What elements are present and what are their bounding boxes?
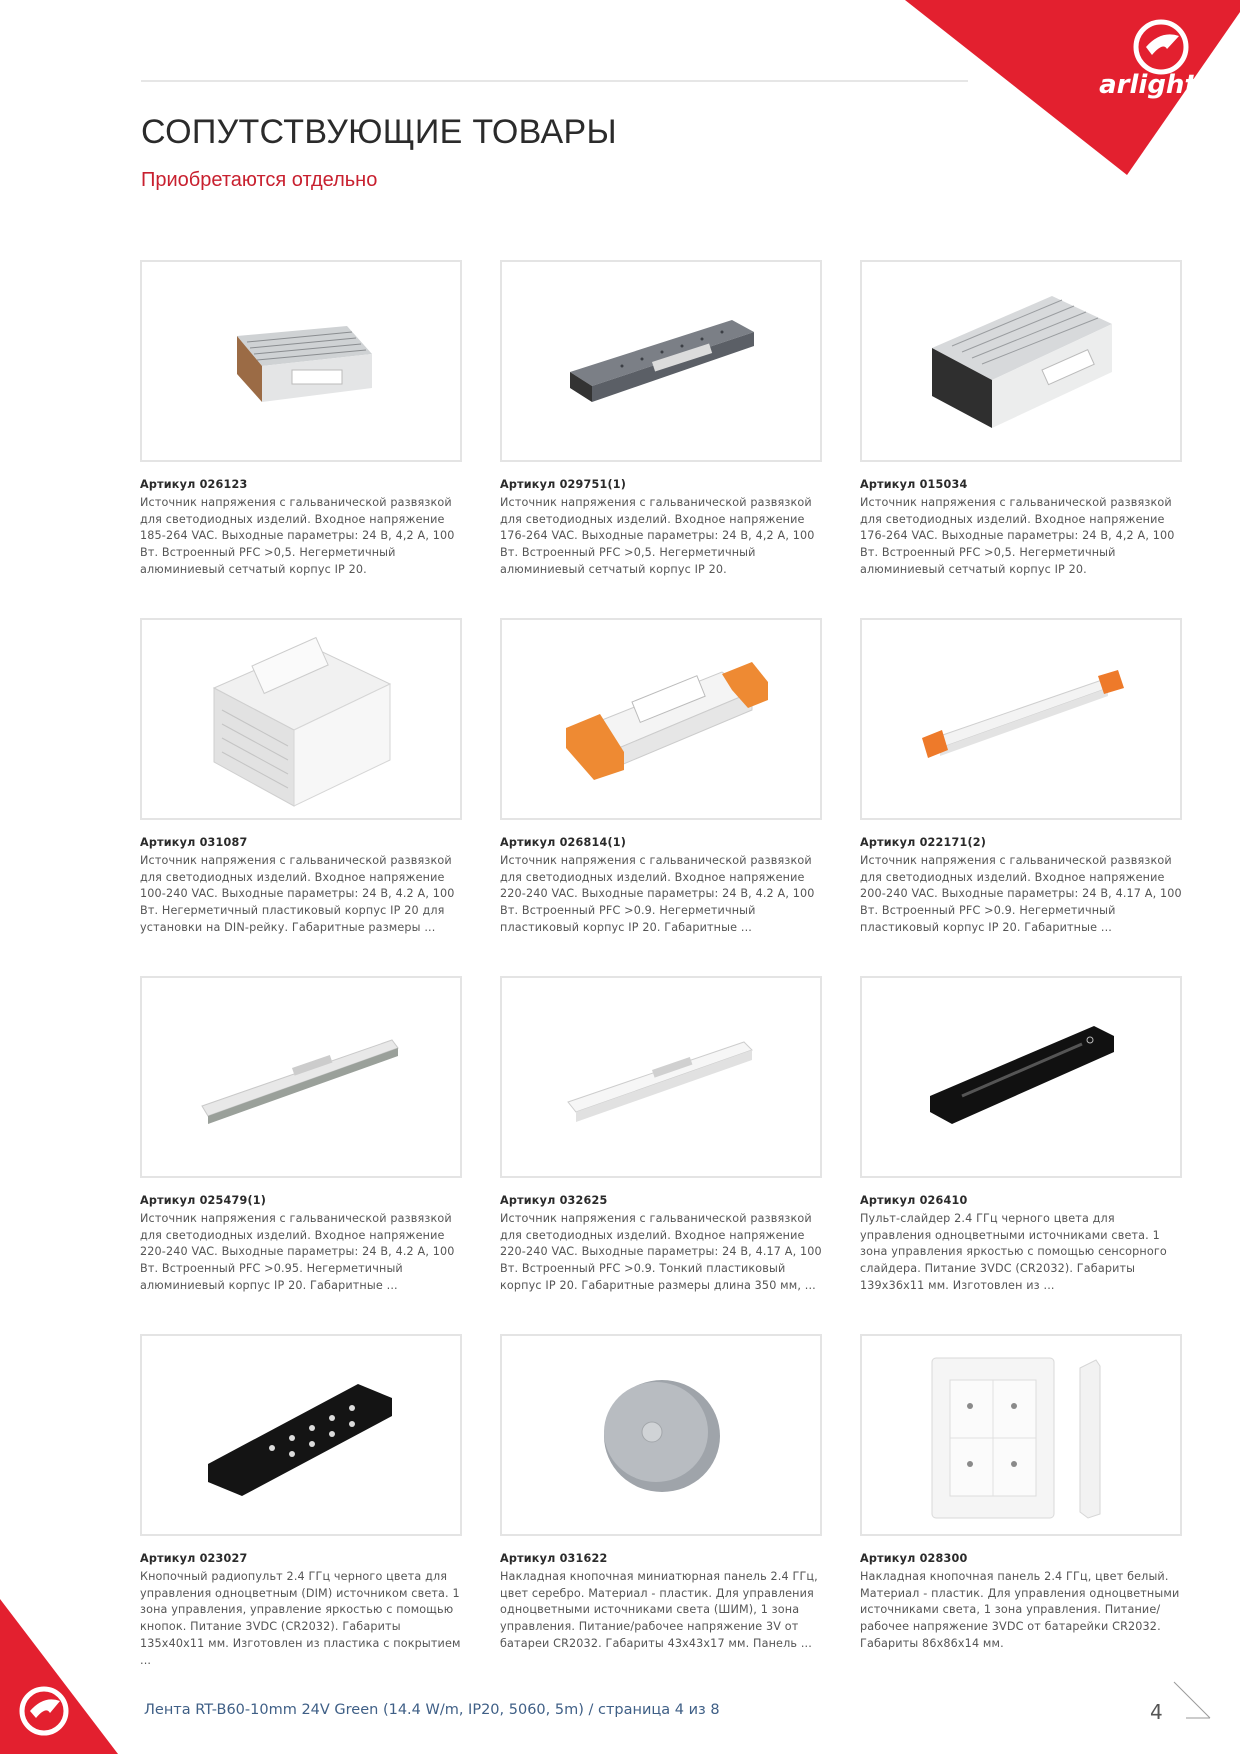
product-image-frame xyxy=(500,976,822,1178)
product-image-frame xyxy=(140,1334,462,1536)
product-image-frame xyxy=(500,1334,822,1536)
product-sku: Артикул 029751(1) xyxy=(500,478,627,491)
product-description: Накладная кнопочная панель 2.4 ГГц, цвет белый. Материал - пластик. Для управления одноцветными источниками света, 1 зона управления. Питание/рабочее напряжение 3VDC от батарейки CR2032. Габариты 86x86x14 мм. xyxy=(860,1570,1180,1650)
linear-supply-metal-image xyxy=(142,978,460,1176)
page-number-decoration xyxy=(1172,1680,1212,1720)
product-sku: Артикул 022171(2) xyxy=(860,836,987,849)
product-description: Источник напряжения с гальванической развязкой для светодиодных изделий. Входное напряжение 220-240 VAC. Выходные параметры: 24 В, 4.17 А, 100 Вт. Встроенный PFC >0.9. Тонкий пластиковый корпус IP 20. Габаритные размеры длина 350 мм, ... xyxy=(500,1212,822,1292)
product-sku: Артикул 026123 xyxy=(140,478,248,491)
product-image-frame xyxy=(500,260,822,462)
product-description: Источник напряжения с гальванической развязкой для светодиодных изделий. Входное напряжение 220-240 VAC. Выходные параметры: 24 В, 4.2 А, 100 Вт. Встроенный PFC >0.95. Негерметичный алюминиевый корпус IP 20. Габаритные ... xyxy=(140,1212,455,1292)
product-card[interactable] xyxy=(500,618,822,937)
product-image-frame xyxy=(860,618,1182,820)
power-supply-mesh-image xyxy=(862,262,1180,460)
product-image-frame xyxy=(860,1334,1182,1536)
product-sku: Артикул 023027 xyxy=(140,1552,248,1565)
product-description: Источник напряжения с гальванической развязкой для светодиодных изделий. Входное напряжение 185-264 VAC. Выходные параметры: 24 В, 4,2 А, 100 Вт. Встроенный PFC >0,5. Негерметичный алюминиевый сетчатый корпус IP 20. xyxy=(140,496,455,576)
product-card[interactable] xyxy=(140,1334,462,1669)
product-card[interactable] xyxy=(140,618,462,937)
slim-supply-orange-image xyxy=(862,620,1180,818)
page-title: СОПУТСТВУЮЩИЕ ТОВАРЫ xyxy=(141,113,617,151)
product-sku: Артикул 031087 xyxy=(140,836,248,849)
wall-panel-image xyxy=(862,1336,1180,1534)
round-mini-panel-image xyxy=(502,1336,820,1534)
product-image-frame xyxy=(500,618,822,820)
product-card[interactable] xyxy=(500,1334,822,1653)
product-description: Накладная кнопочная миниатюрная панель 2.4 ГГц, цвет серебро. Материал - пластик. Для управления одноцветными источниками света (ШИМ), 1 зона управления. Питание/рабочее напряжение 3V от батареи CR2032. Габариты 43x43x17 мм. Панель ... xyxy=(500,1570,818,1650)
product-description: Источник напряжения с гальванической развязкой для светодиодных изделий. Входное напряжение 176-264 VAC. Выходные параметры: 24 В, 4,2 А, 100 Вт. Встроенный PFC >0,5. Негерметичный алюминиевый сетчатый корпус IP 20. xyxy=(500,496,815,576)
product-card[interactable] xyxy=(140,260,462,579)
product-description: Источник напряжения с гальванической развязкой для светодиодных изделий. Входное напряжение 100-240 VAC. Выходные параметры: 24 В, 4.2 А, 100 Вт. Негерметичный пластиковый корпус IP 20 для установки на DIN-рейку. Габаритные размеры ... xyxy=(140,854,455,934)
product-sku: Артикул 026410 xyxy=(860,1194,968,1207)
button-remote-image xyxy=(142,1336,460,1534)
page-subtitle: Приобретаются отдельно xyxy=(141,169,378,191)
product-sku: Артикул 028300 xyxy=(860,1552,968,1565)
plastic-supply-orange-image xyxy=(502,620,820,818)
product-description: Источник напряжения с гальванической развязкой для светодиодных изделий. Входное напряжение 176-264 VAC. Выходные параметры: 24 В, 4,2 А, 100 Вт. Встроенный PFC >0,5. Негерметичный алюминиевый сетчатый корпус IP 20. xyxy=(860,496,1175,576)
linear-supply-white-image xyxy=(502,978,820,1176)
header-divider xyxy=(141,80,968,82)
footer-brand-corner xyxy=(0,1599,118,1754)
din-rail-supply-image xyxy=(142,620,460,818)
product-image-frame xyxy=(860,260,1182,462)
product-card[interactable] xyxy=(860,976,1182,1295)
product-card[interactable] xyxy=(860,618,1182,937)
product-sku: Артикул 026814(1) xyxy=(500,836,627,849)
product-card[interactable] xyxy=(500,976,822,1295)
page-number: 4 xyxy=(1150,1700,1163,1724)
product-description: Источник напряжения с гальванической развязкой для светодиодных изделий. Входное напряжение 200-240 VAC. Выходные параметры: 24 В, 4.17 А, 100 Вт. Встроенный PFC >0.9. Негерметичный пластиковый корпус IP 20. Габаритные ... xyxy=(860,854,1182,934)
product-sku: Артикул 015034 xyxy=(860,478,968,491)
product-image-frame xyxy=(140,618,462,820)
power-supply-slim-image xyxy=(502,262,820,460)
product-description: Кнопочный радиопульт 2.4 ГГц черного цвета для управления одноцветным (DIM) источником света. 1 зона управления, управление яркостью с помощью кнопок. Питание 3VDC (CR2032). Габариты 135x40x11 мм. Изготовлен из пластика с покрытием ... xyxy=(140,1570,461,1667)
product-sku: Артикул 032625 xyxy=(500,1194,608,1207)
product-card[interactable] xyxy=(500,260,822,579)
product-card[interactable] xyxy=(860,260,1182,579)
product-image-frame xyxy=(860,976,1182,1178)
product-description: Пульт-слайдер 2.4 ГГц черного цвета для управления одноцветными источниками света. 1 зона управления яркостью с помощью сенсорного слайдера. Питание 3VDC (CR2032). Габариты 139x36x11 мм. Изготовлен из ... xyxy=(860,1212,1167,1292)
product-card[interactable] xyxy=(140,976,462,1295)
product-image-frame xyxy=(140,976,462,1178)
product-sku: Артикул 025479(1) xyxy=(140,1194,267,1207)
product-sku: Артикул 031622 xyxy=(500,1552,608,1565)
brand-logo-text: arlight xyxy=(1099,70,1197,100)
footer-document-title: Лента RT-B60-10mm 24V Green (14.4 W/m, IP20, 5060, 5m) / страница 4 из 8 xyxy=(144,1702,720,1718)
product-description: Источник напряжения с гальванической развязкой для светодиодных изделий. Входное напряжение 220-240 VAC. Выходные параметры: 24 В, 4.2 А, 100 Вт. Встроенный PFC >0.9. Негерметичный пластиковый корпус IP 20. Габаритные ... xyxy=(500,854,815,934)
slider-remote-image xyxy=(862,978,1180,1176)
product-image-frame xyxy=(140,260,462,462)
power-supply-mesh-image xyxy=(142,262,460,460)
product-card[interactable] xyxy=(860,1334,1182,1653)
